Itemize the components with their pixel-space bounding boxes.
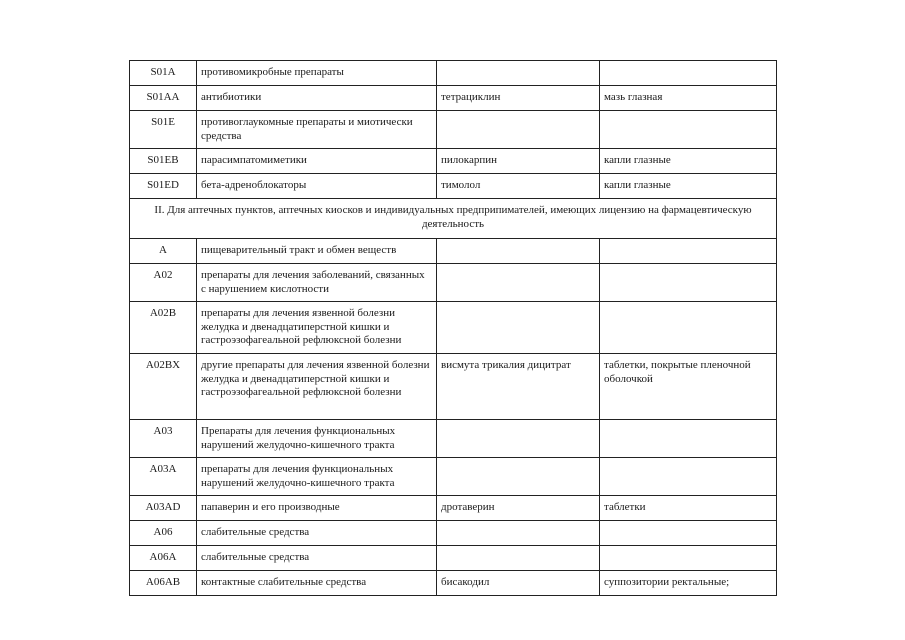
- table-row: [130, 61, 777, 86]
- dosage-form-cell: капли глазные: [600, 149, 777, 174]
- table-row: [130, 149, 777, 174]
- document-page: [129, 60, 776, 596]
- group-name-cell: парасимпатомиметики: [197, 149, 437, 174]
- atc-code-cell: A06AB: [130, 571, 197, 596]
- table-row: [130, 239, 777, 264]
- substance-cell: пилокарпин: [437, 149, 600, 174]
- atc-code-cell: A06: [130, 521, 197, 546]
- drug-list-table: [129, 60, 777, 596]
- substance-cell: [437, 458, 600, 496]
- group-name-cell: пищеварительный тракт и обмен веществ: [197, 239, 437, 264]
- dosage-form-cell: [600, 239, 777, 264]
- substance-cell: [437, 546, 600, 571]
- atc-code-cell: A02B: [130, 302, 197, 354]
- group-name-cell: препараты для лечения язвенной болезни желудка и двенадцатиперстной кишки и гастроэзофагеальной рефлюксной болезни: [197, 302, 437, 354]
- table-row: [130, 111, 777, 149]
- atc-code-cell: S01EB: [130, 149, 197, 174]
- dosage-form-cell: [600, 521, 777, 546]
- group-name-cell: бета-адреноблокаторы: [197, 174, 437, 199]
- group-name-cell: противоглаукомные препараты и миотически средства: [197, 111, 437, 149]
- dosage-form-cell: [600, 546, 777, 571]
- dosage-form-cell: суппозитории ректальные;: [600, 571, 777, 596]
- table-row: [130, 174, 777, 199]
- table-row: [130, 546, 777, 571]
- substance-cell: [437, 61, 600, 86]
- group-name-cell: антибиотики: [197, 86, 437, 111]
- substance-cell: висмута трикалия дицитрат: [437, 354, 600, 420]
- dosage-form-cell: [600, 264, 777, 302]
- substance-cell: бисакодил: [437, 571, 600, 596]
- group-name-cell: препараты для лечения заболеваний, связанных с нарушением кислотности: [197, 264, 437, 302]
- table-row: [130, 496, 777, 521]
- atc-code-cell: A06A: [130, 546, 197, 571]
- group-name-cell: препараты для лечения функциональных нарушений желудочно-кишечного тракта: [197, 458, 437, 496]
- substance-cell: [437, 420, 600, 458]
- table-row: [130, 521, 777, 546]
- dosage-form-cell: [600, 61, 777, 86]
- dosage-form-cell: таблетки, покрытые пленочной оболочкой: [600, 354, 777, 420]
- table-row: [130, 354, 777, 420]
- substance-cell: [437, 111, 600, 149]
- substance-cell: дротаверин: [437, 496, 600, 521]
- group-name-cell: Препараты для лечения функциональных нарушений желудочно-кишечного тракта: [197, 420, 437, 458]
- atc-code-cell: A02BX: [130, 354, 197, 420]
- table-body: [130, 61, 777, 596]
- group-name-cell: слабительные средства: [197, 546, 437, 571]
- dosage-form-cell: таблетки: [600, 496, 777, 521]
- substance-cell: [437, 239, 600, 264]
- substance-cell: тетрациклин: [437, 86, 600, 111]
- atc-code-cell: A03: [130, 420, 197, 458]
- section-heading: II. Для аптечных пунктов, аптечных киосков и индивидуальных предприпимателей, имеющих лицензию на фармацевтическую деятельность: [130, 199, 777, 239]
- dosage-form-cell: [600, 302, 777, 354]
- substance-cell: [437, 521, 600, 546]
- atc-code-cell: A03A: [130, 458, 197, 496]
- dosage-form-cell: [600, 111, 777, 149]
- table-row: [130, 86, 777, 111]
- atc-code-cell: A03AD: [130, 496, 197, 521]
- table-row: [130, 302, 777, 354]
- dosage-form-cell: [600, 420, 777, 458]
- atc-code-cell: A02: [130, 264, 197, 302]
- table-row: [130, 264, 777, 302]
- substance-cell: [437, 302, 600, 354]
- table-row: [130, 420, 777, 458]
- group-name-cell: слабительные средства: [197, 521, 437, 546]
- atc-code-cell: S01AA: [130, 86, 197, 111]
- substance-cell: тимолол: [437, 174, 600, 199]
- atc-code-cell: S01ED: [130, 174, 197, 199]
- dosage-form-cell: капли глазные: [600, 174, 777, 199]
- atc-code-cell: S01A: [130, 61, 197, 86]
- table-row: [130, 458, 777, 496]
- substance-cell: [437, 264, 600, 302]
- atc-code-cell: A: [130, 239, 197, 264]
- dosage-form-cell: [600, 458, 777, 496]
- atc-code-cell: S01E: [130, 111, 197, 149]
- group-name-cell: противомикробные препараты: [197, 61, 437, 86]
- table-row: [130, 571, 777, 596]
- dosage-form-cell: мазь глазная: [600, 86, 777, 111]
- group-name-cell: контактные слабительные средства: [197, 571, 437, 596]
- group-name-cell: папаверин и его производные: [197, 496, 437, 521]
- group-name-cell: другие препараты для лечения язвенной болезни желудка и двенадцатиперстной кишки и гастроэзофагеальной рефлюксной болезни: [197, 354, 437, 420]
- section-heading-row: [130, 199, 777, 239]
